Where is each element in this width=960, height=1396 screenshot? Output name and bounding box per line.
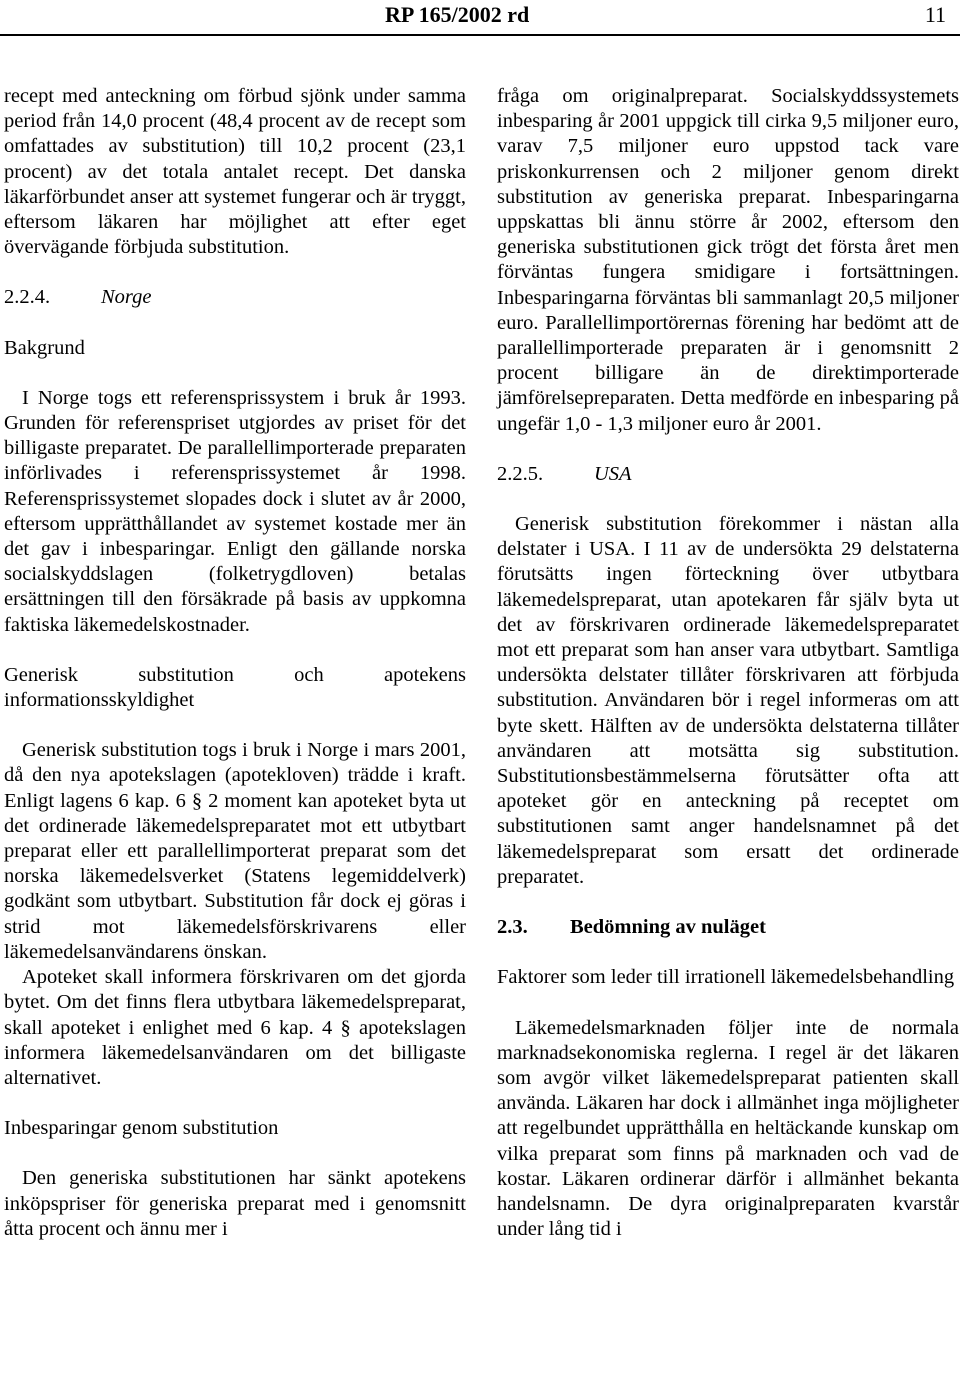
document-reference: RP 165/2002 rd (385, 2, 530, 27)
section-number: 2.2.4. (4, 286, 51, 309)
section-heading (497, 915, 959, 940)
section-title: Bedömning av nuläget (570, 916, 766, 939)
paragraph: I Norge togs ett referensprissystem i bruk år 1993. Grunden för referenspriset utgjordes av priset för det billigaste preparatet. De parallellimporterade preparaten införlivades i referensprissystemet år 1998. Referensprissystemet slopades dock i slutet av år 2000, eftersom upprätthållandet av systemet kostade mer än det gav i inbesparingar. Enligt den gällande norska socialskyddslagen (folketrygdloven) betalas ersättningen till den försäkrade på basis av uppkomna faktiska läkemedelskostnader. (4, 386, 466, 636)
right-column (497, 84, 959, 1242)
paragraph: Apoteket skall informera förskrivaren om det gjorda bytet. Om det finns flera utbytbara läkemedelspreparat, skall apoteket i enlighet med 6 kap. 4 § apotekslagen informera läkemedelsanvändaren om det billigaste alternativet. (4, 966, 466, 1089)
section-number: 2.3. (497, 916, 528, 939)
subheading: Generisk substitution och apotekens informationsskyldighet (4, 663, 466, 712)
header-rule (0, 34, 960, 36)
paragraph: Den generiska substitutionen har sänkt apotekens inköpspriser för generiska preparat med i genomsnitt åtta procent och ännu mer i (4, 1167, 466, 1240)
paragraph: Generisk substitution togs i bruk i Norge i mars 2001, då den nya apotekslagen (apotekloven) trädde i kraft. Enligt lagens 6 kap. 6 § 2 moment kan apoteket byta ut det ordinerade läkemedelspreparatet mot ett utbytbart preparat eller ett parallellimporterat preparat som det norska läkemedelsverket (Statens legemiddelverk) godkänt som utbytbart. Substitution får dock ej göras i strid mot läkemedelsförskrivarens eller läkemedelsanvändarens önskan. (4, 739, 466, 963)
section-number: 2.2.5. (497, 462, 544, 485)
section-title: Norge (101, 286, 152, 309)
page-header (0, 2, 960, 28)
paragraph: Läkemedelsmarknaden följer inte de normala marknadsekonomiska reglerna. I regel är det läkaren som avgör vilket läkemedelspreparat patienten skall använda. Läkaren har dock i allmänhet inga möjligheter att regelbundet upprätthålla en heltäckande kunskap om vilka preparat som finns på marknaden och vad de kostar. Läkaren ordinerar därför i allmänhet bekanta handelsnamn. De dyra originalpreparaten kvarstår under lång tid i (497, 1016, 959, 1241)
subheading: Faktorer som leder till irrationell läkemedelsbehandling (497, 966, 955, 989)
subheading: Inbesparingar genom substitution (4, 1117, 279, 1140)
subheading: Bakgrund (4, 336, 85, 359)
paragraph: fråga om originalpreparat. Socialskyddssystemets inbesparing år 2001 uppgick till cirka 9,5 miljoner euro, varav 7,5 miljoner euro uppstod tack vare priskonkurrensen och 2 miljoner genom direkt substitution av generiska preparat. Inbesparingarna uppskattas bli ännu större år 2002, eftersom den generiska substitutionen gick trögt det första året men förväntas fungera smidigare i fortsättningen. Inbesparingarna förväntas bli sammanlagt 20,5 miljoner euro. Parallellimportörernas förening har bedömt att de parallellimporterade preparaten är i genomsnitt 2 procent billigare än de direktimporterade jämförelsepreparaten. Detta medförde en inbesparing på ungefär 1,0 - 1,3 miljoner euro år 2001. (497, 85, 959, 435)
page-number: 11 (924, 2, 946, 27)
section-title: USA (594, 462, 632, 485)
paragraph: Generisk substitution förekommer i nästan alla delstater i USA. I 11 av de undersökta 29 delstaterna förutsätts ingen förteckning över utbytbara läkemedelspreparat, utan apotekaren får själv byta ut det av förskrivaren ordinerade läkemedelspreparatet mot ett preparat som han anser vara utbytbart. Samtliga undersökta delstater tillåter förskrivaren att förbjuda substitution. Användaren bör i regel informeras om att byte skett. Hälften av de undersökta delstaterna tillåter användaren att motsätta sig substitution. Substitutionsbestämmelserna förutsätter ofta att apoteket gör en anteckning på receptet om substitutionen samt anger handelsnamnet på det läkemedelspreparat som ersatt det ordinerade preparatet. (497, 513, 959, 888)
left-column (4, 84, 466, 1242)
paragraph: recept med anteckning om förbud sjönk under samma period från 14,0 procent (48,4 procent av de recept som omfattades av substitution) till 10,2 procent (23,1 procent) av det totala antalet recept. Det danska läkarförbundet anser att systemet fungerar och är tryggt, eftersom läkaren har möjlighet att efter eget övervägande förbjuda substitution. (4, 85, 466, 259)
section-heading (497, 462, 959, 487)
section-heading (4, 285, 466, 310)
